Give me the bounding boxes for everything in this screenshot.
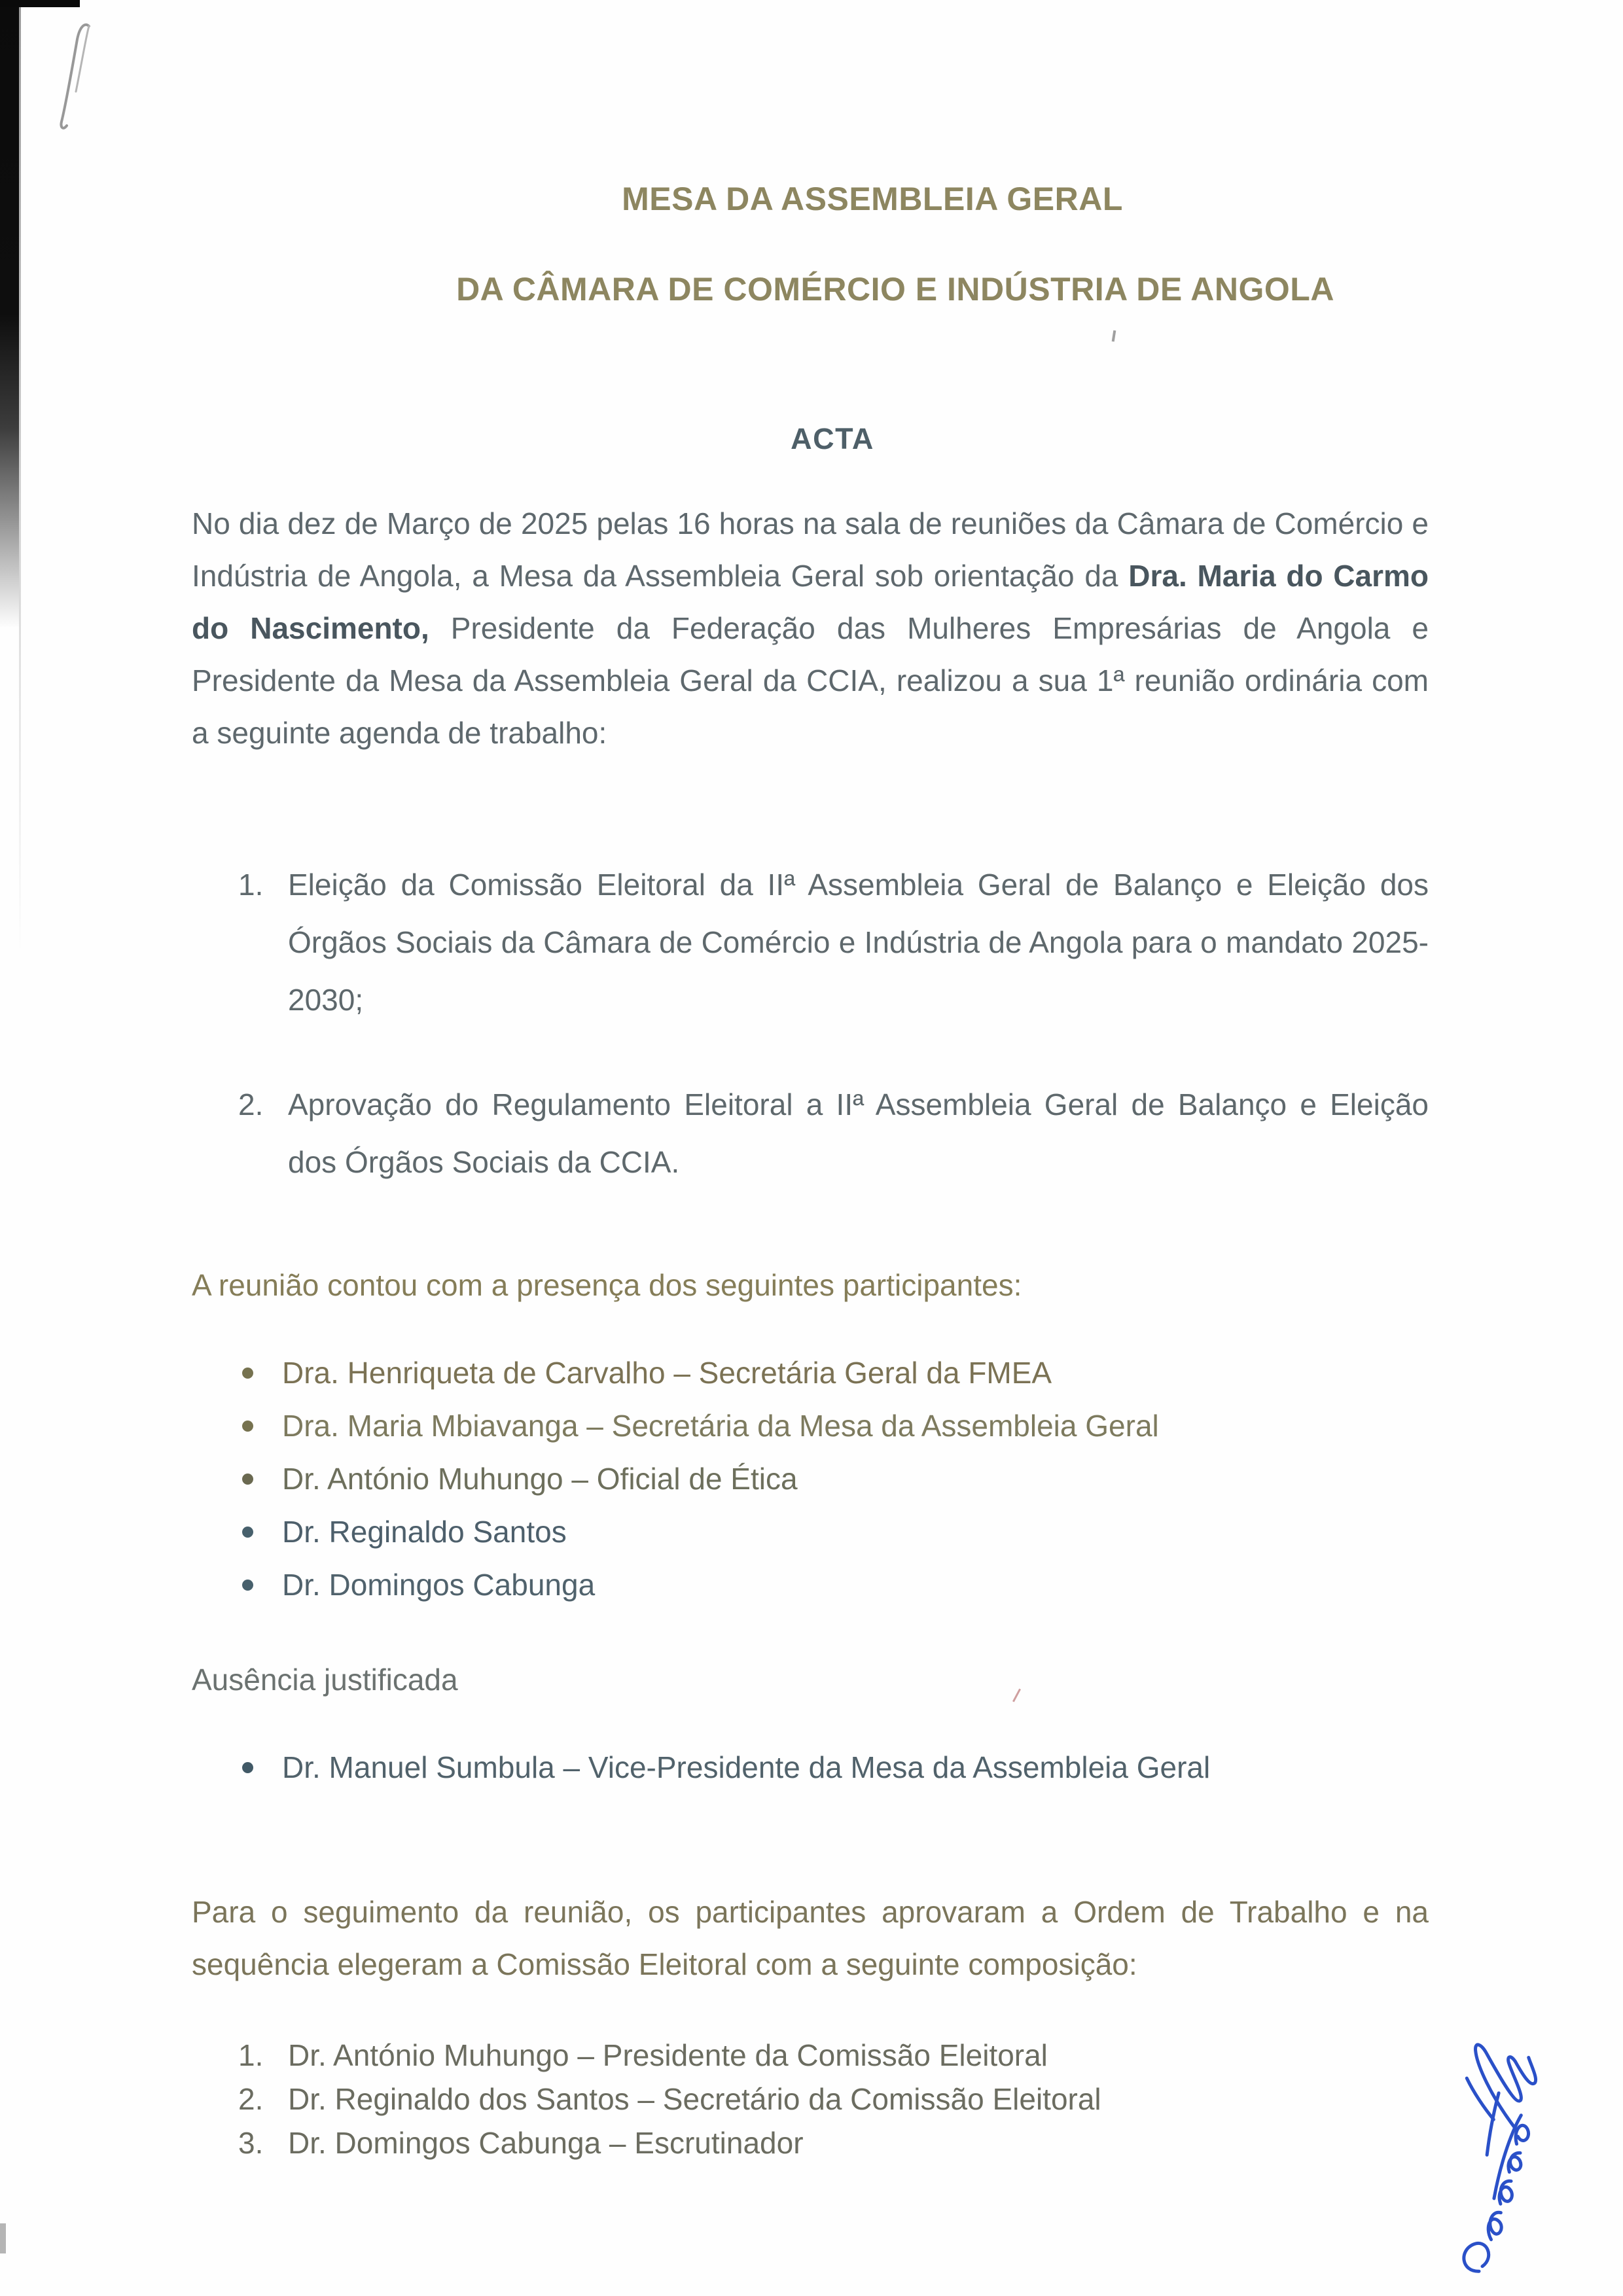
scan-edge-bottom-mark xyxy=(0,2223,6,2253)
document-body xyxy=(192,0,1429,2165)
commission-item-text: Dr. Domingos Cabunga – Escrutinador xyxy=(288,2126,804,2160)
commission-item xyxy=(238,2077,1429,2121)
absences-list xyxy=(242,1741,1429,1794)
pen-stroke-mark xyxy=(55,18,101,143)
commission-item-number: 1. xyxy=(238,2038,264,2072)
agenda-item-text: Aprovação do Regulamento Eleitoral a IIª Assembleia Geral de Balanço e Eleição dos Órgãos Sociais da CCIA. xyxy=(288,1087,1429,1179)
absence-item xyxy=(242,1741,1429,1794)
agenda-item xyxy=(238,1076,1429,1191)
document-type-label: ACTA xyxy=(791,422,874,455)
participant-text: Dra. Maria Mbiavanga – Secretária da Mesa da Assembleia Geral xyxy=(282,1409,1159,1443)
participant-item xyxy=(242,1559,1429,1612)
commission-item xyxy=(238,2034,1429,2077)
scan-corner-mark xyxy=(0,0,80,7)
participant-item xyxy=(242,1453,1429,1506)
title-line-2: DA CÂMARA DE COMÉRCIO E INDÚSTRIA DE ANGOLA xyxy=(456,271,1334,308)
participant-item xyxy=(242,1506,1429,1559)
scan-edge-shadow xyxy=(0,0,20,628)
commission-item-text: Dr. Reginaldo dos Santos – Secretário da Comissão Eleitoral xyxy=(288,2082,1101,2116)
opening-text-post: Presidente da Federação das Mulheres Empresárias de Angola e Presidente da Mesa da Assembleia Geral da CCIA, realizou a sua 1ª reunião ordinária com a seguinte agenda de trabalho: xyxy=(192,611,1429,750)
participants-intro: A reunião contou com a presença dos seguintes participantes: xyxy=(192,1268,1022,1302)
participant-item xyxy=(242,1347,1429,1400)
document-header xyxy=(192,0,1429,455)
bullet-icon xyxy=(242,1421,253,1432)
participant-text: Dr. António Muhungo – Oficial de Ética xyxy=(282,1462,798,1496)
bullet-icon xyxy=(242,1527,253,1538)
commission-item-number: 2. xyxy=(238,2082,264,2116)
bullet-icon xyxy=(242,1368,253,1379)
commission-item-text: Dr. António Muhungo – Presidente da Comissão Eleitoral xyxy=(288,2038,1048,2072)
participant-item xyxy=(242,1400,1429,1453)
agenda-list xyxy=(238,856,1429,1191)
participant-text: Dr. Reginaldo Santos xyxy=(282,1515,567,1549)
commission-item-number: 3. xyxy=(238,2126,264,2160)
follow-up-paragraph: Para o seguimento da reunião, os participantes aprovaram a Ordem de Trabalho e na sequência elegeram a Comissão Eleitoral com a seguinte composição: xyxy=(192,1895,1429,1981)
scan-edge-line xyxy=(19,0,21,955)
bullet-icon xyxy=(242,1474,253,1485)
opening-text-pre: No dia dez de Março de 2025 pelas 16 horas na sala de reuniões da Câmara de Comércio e Indústria de Angola, a Mesa da Assembleia Geral sob orientação da xyxy=(192,506,1429,593)
bullet-icon xyxy=(242,1580,253,1591)
agenda-item-number: 2. xyxy=(238,1087,264,1122)
signature-ink xyxy=(1374,2022,1623,2284)
bullet-icon xyxy=(242,1762,253,1773)
commission-item xyxy=(238,2121,1429,2165)
agenda-item-number: 1. xyxy=(238,868,264,902)
opening-paragraph xyxy=(192,497,1429,759)
commission-list xyxy=(238,2034,1429,2165)
agenda-item-text: Eleição da Comissão Eleitoral da IIª Assembleia Geral de Balanço e Eleição dos Órgãos Sociais da Câmara de Comércio e Indústria de Angola para o mandato 2025-2030; xyxy=(288,868,1429,1017)
participant-text: Dr. Domingos Cabunga xyxy=(282,1568,596,1602)
participants-list xyxy=(242,1347,1429,1612)
absence-text: Dr. Manuel Sumbula – Vice-Presidente da Mesa da Assembleia Geral xyxy=(282,1750,1211,1784)
title-line-1: MESA DA ASSEMBLEIA GERAL xyxy=(622,181,1123,217)
absence-heading: Ausência justificada xyxy=(192,1663,458,1697)
agenda-item xyxy=(238,856,1429,1029)
participant-text: Dra. Henriqueta de Carvalho – Secretária Geral da FMEA xyxy=(282,1356,1052,1390)
opening-text-bold-name: Dra. Maria do Carmo do Nascimento, xyxy=(192,559,1429,645)
